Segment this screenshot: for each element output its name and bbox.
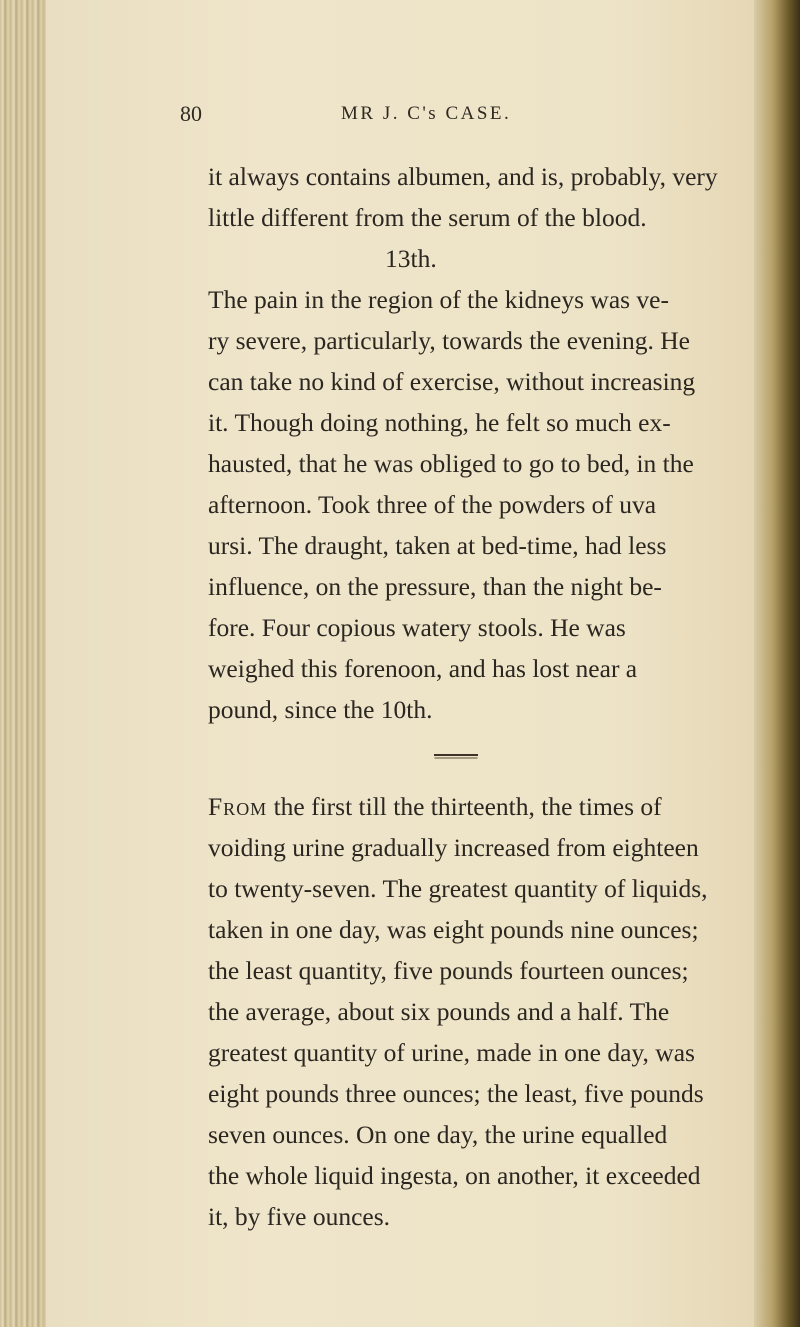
text-line: the whole liquid ingesta, on another, it exceeded <box>208 1161 701 1190</box>
text-line: it, by five ounces. <box>208 1202 390 1231</box>
text-line: hausted, that he was obliged to go to bed, in the <box>208 449 694 478</box>
text-line: ursi. The draught, taken at bed-time, had less <box>208 531 667 560</box>
running-head: MR J. C's CASE. <box>341 103 512 124</box>
text-line: The pain in the region of the kidneys was ve- <box>208 285 669 314</box>
page-number: 80 <box>180 101 202 126</box>
text-line: greatest quantity of urine, made in one day, was <box>208 1038 695 1067</box>
text-line: can take no kind of exercise, without increasing <box>208 367 696 396</box>
text-line: it always contains albumen, and is, probably, very <box>208 162 718 191</box>
page-edge <box>754 0 800 1327</box>
text-line: influence, on the pressure, than the night be- <box>208 572 662 601</box>
text-line: weighed this forenoon, and has lost near a <box>208 654 638 683</box>
text-line: taken in one day, was eight pounds nine ounces; <box>208 915 699 944</box>
text-line: voiding urine gradually increased from eighteen <box>208 833 699 862</box>
text-line: the least quantity, five pounds fourteen ounces; <box>208 956 689 985</box>
text-line: seven ounces. On one day, the urine equalled <box>208 1120 668 1149</box>
text-line: pound, since the 10th. <box>208 695 433 724</box>
text-line-rest: the first till the thirteenth, the times of <box>267 792 662 821</box>
text-line: the average, about six pounds and a half. The <box>208 997 670 1026</box>
text-line: ry severe, particularly, towards the evening. He <box>208 326 690 355</box>
text-line: it. Though doing nothing, he felt so much ex- <box>208 408 671 437</box>
text-line <box>208 792 736 822</box>
drop-word: From <box>208 792 268 821</box>
book-gutter <box>0 0 46 1327</box>
text-line: fore. Four copious watery stools. He was <box>208 613 626 642</box>
text-line: eight pounds three ounces; the least, five pounds <box>208 1079 704 1108</box>
text-line: to twenty-seven. The greatest quantity of liquids, <box>208 874 708 903</box>
page-header <box>180 101 600 135</box>
text-line: little different from the serum of the blood. <box>208 203 647 232</box>
section-divider <box>434 754 478 756</box>
date-heading: 13th. <box>385 244 437 273</box>
text-line: afternoon. Took three of the powders of uva <box>208 490 657 519</box>
